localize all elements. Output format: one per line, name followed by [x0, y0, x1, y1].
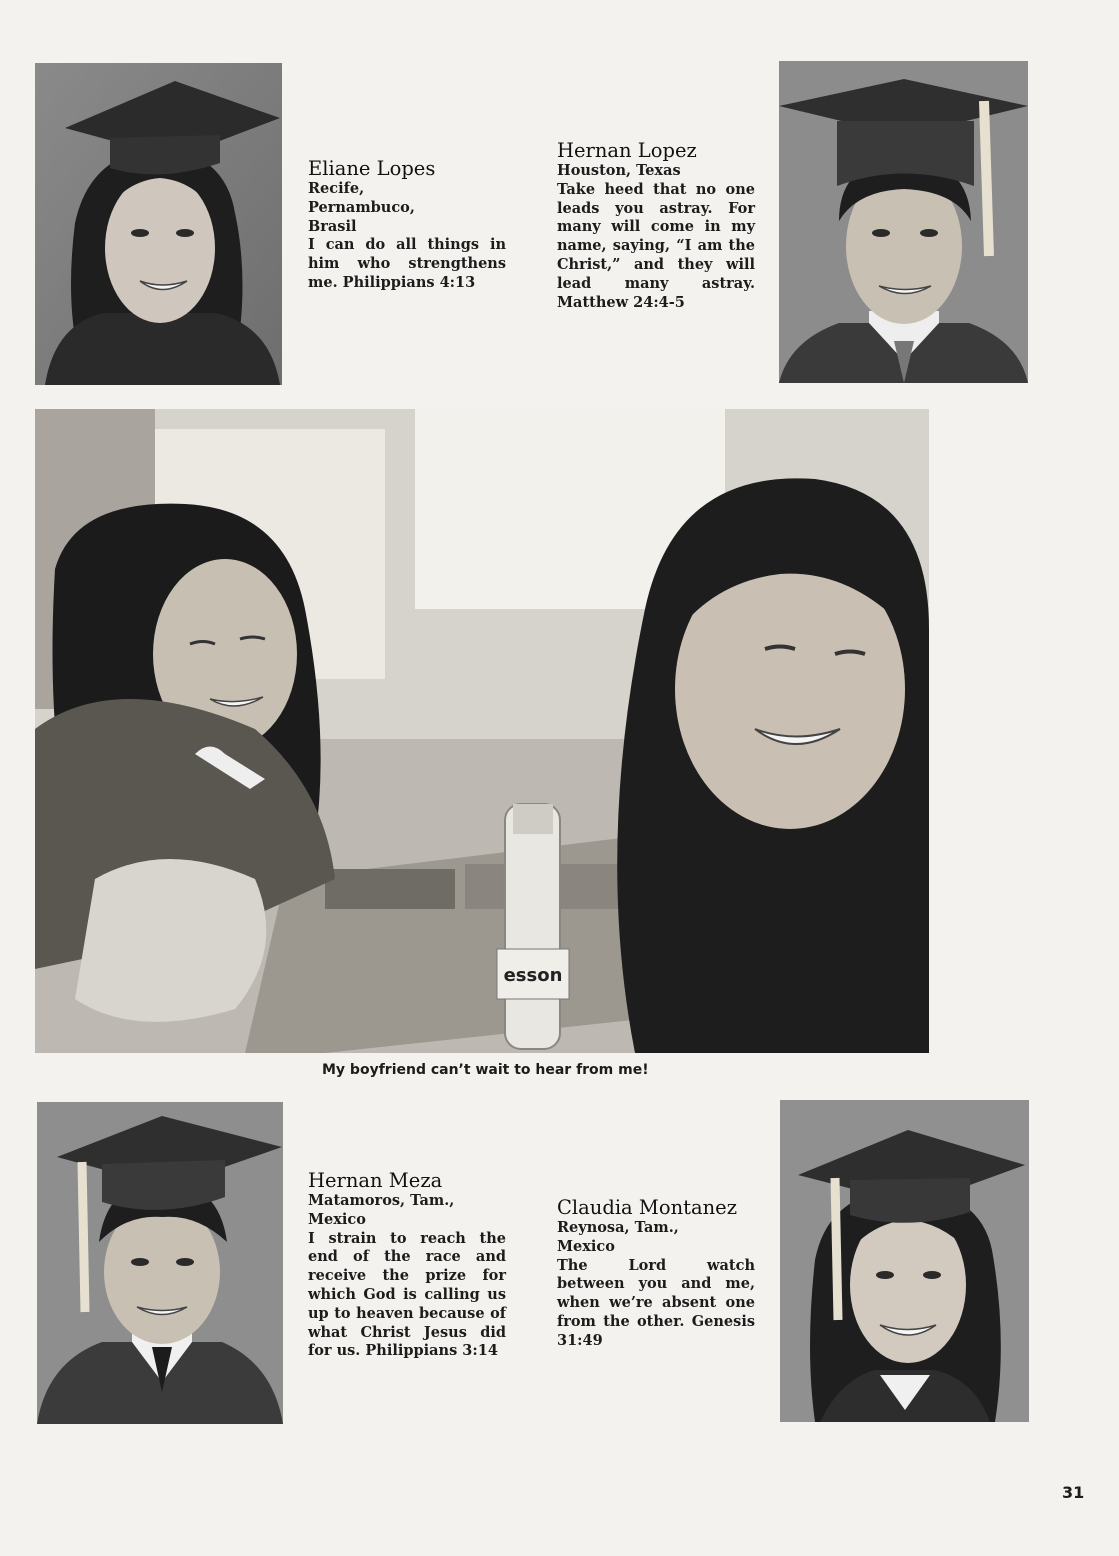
hometown-line: Reynosa, Tam., — [557, 1219, 679, 1236]
portrait-claudia-montanez — [780, 1100, 1029, 1422]
bio-eliane-lopes — [308, 158, 506, 293]
portrait-eliane-lopes — [35, 63, 282, 385]
candid-photo — [35, 409, 929, 1053]
portrait-hernan-lopez — [779, 61, 1028, 383]
hometown-line: Matamoros, Tam., — [308, 1192, 455, 1209]
page-number: 31 — [1062, 1483, 1085, 1502]
student-quote: Take heed that no one leads you astray. For many will come in my name, saying, “I am the Christ,” and they will lead many astray. Matthew 24:4-5 — [557, 180, 755, 311]
student-name: Hernan Lopez — [557, 139, 697, 162]
hometown-line: Mexico — [308, 1210, 366, 1228]
hometown-line: Mexico — [557, 1237, 615, 1255]
bio-hernan-meza — [308, 1170, 506, 1361]
hometown-line: Pernambuco, — [308, 198, 415, 216]
student-quote: The Lord watch between you and me, when we’re absent one from the other. Genesis 31:49 — [557, 1256, 755, 1349]
bio-hernan-lopez — [557, 140, 755, 312]
student-name: Claudia Montanez — [557, 1196, 737, 1219]
student-name: Hernan Meza — [308, 1169, 443, 1192]
hometown-line: Houston, Texas — [557, 162, 681, 179]
bottle-label: esson — [503, 965, 563, 986]
student-quote: I strain to reach the end of the race and receive the prize for which God is calling us up to heaven because of what Christ Jesus did for us. Philippians 3:14 — [308, 1229, 506, 1360]
student-quote: I can do all things in him who strengthens me. Philippians 4:13 — [308, 236, 506, 291]
bio-claudia-montanez — [557, 1197, 755, 1351]
student-name: Eliane Lopes — [308, 157, 436, 180]
photo-caption: My boyfriend can’t wait to hear from me! — [322, 1062, 649, 1078]
portrait-hernan-meza — [37, 1102, 283, 1424]
hometown-line: Brasil — [308, 217, 357, 235]
hometown-line: Recife, — [308, 180, 365, 197]
